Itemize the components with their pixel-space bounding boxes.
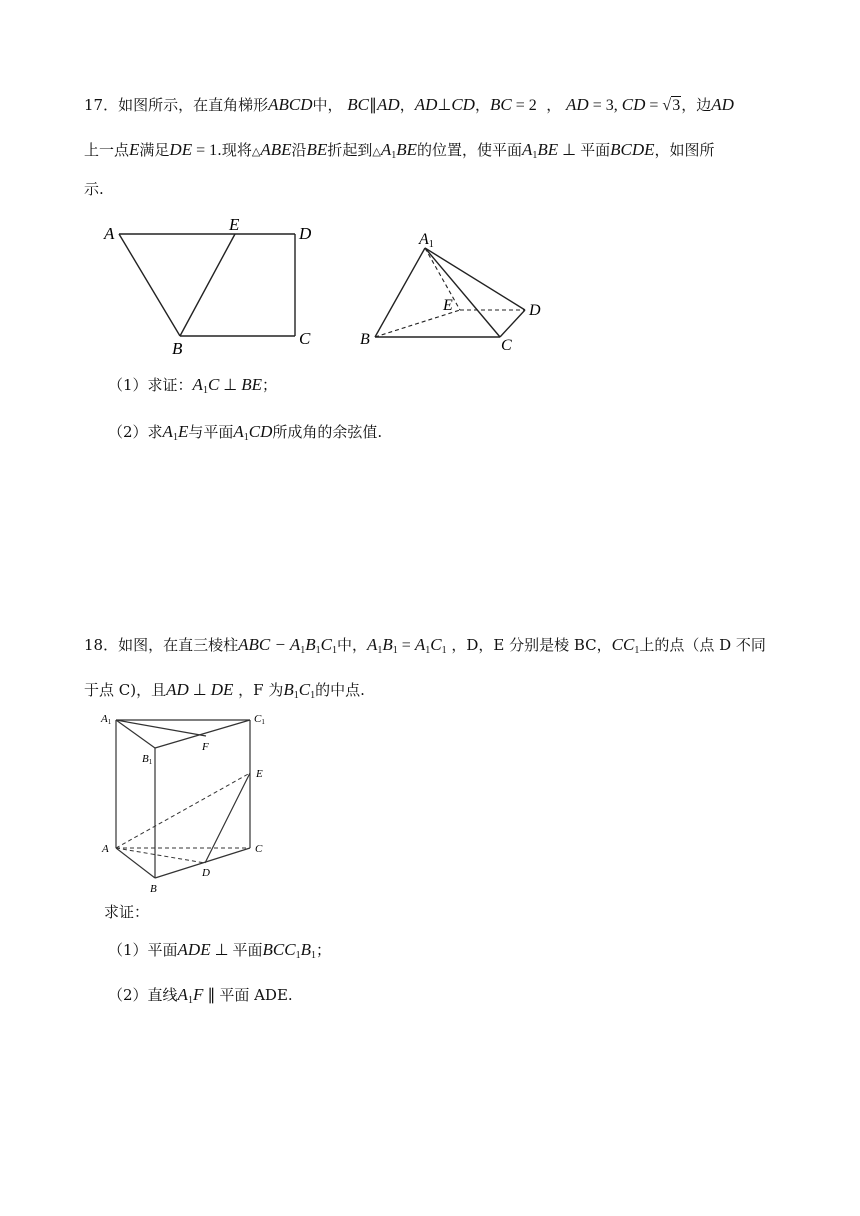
label-d: D [299, 224, 312, 243]
edge-a1c [425, 248, 500, 337]
q18-number: 18． [84, 636, 119, 654]
q17-text: 示. [84, 180, 104, 198]
formula-plane-bcde: BCDE [610, 140, 655, 159]
label-e: E [256, 768, 263, 780]
formula-a1b1-eq-a1c1: $A_1B_1$ [367, 635, 398, 656]
q18-text: （2）直线 [108, 986, 178, 1004]
q17-text: （2）求 [108, 423, 163, 441]
q18-figure-prism [98, 710, 278, 896]
q18-prove [104, 901, 149, 923]
q18-text: 如图，在直三棱柱 [118, 636, 239, 654]
formula-tri-a1be: $A_1BE$ [380, 140, 417, 161]
q17-text: ， [474, 96, 490, 114]
q17-text: ， [399, 96, 415, 114]
q17-number: 17． [84, 96, 119, 114]
q17-text: 的位置，使平面 [416, 141, 522, 159]
edge-ab [116, 848, 155, 878]
q17-line-1: 17．如图所示，在直角梯形ABCD中， BC∥AD，AD⊥CD，BC = 2 ， AD = 3, CD = √3，边AD [84, 95, 734, 114]
formula-a1c-perp-be: $A_1C$ [192, 375, 220, 396]
q17-text: 沿 [291, 141, 307, 159]
edge-be [180, 234, 235, 336]
edge-de [205, 773, 250, 863]
q18-text: ； [316, 941, 332, 959]
q17-figure-pyramid [355, 226, 555, 354]
q18-part-2: （2）直线$A_1F$ ∥ 平面 ADE. [108, 985, 293, 1006]
q18-text: 于点 C)，且 [84, 681, 167, 699]
label-c: C [255, 843, 263, 855]
label-d: D [529, 302, 541, 319]
q17-line-2: 上一点E满足DE = 1.现将△ABE沿BE折起到$\triangle A_1BE$的位置，使平面$A_1BE$ ⊥ 平面BCDE，如图所 [84, 140, 715, 161]
formula-ade: ADE [177, 940, 211, 959]
edge-ba [119, 234, 180, 336]
formula-a1f: $A_1F$ [177, 985, 204, 1006]
q17-part-1: （1）求证：$A_1C$ ⊥ BE； [108, 375, 278, 396]
edge-ae [116, 773, 250, 848]
q17-text: 与平面 [188, 423, 234, 441]
formula-prism: ABC − $A_1B_1C_1$ [238, 635, 337, 656]
formula-a1cd: $A_1CD$ [233, 422, 273, 443]
q18-text: 的中点. [315, 681, 365, 699]
label-c: C [501, 337, 512, 354]
label-b: B [150, 883, 157, 895]
label-d: D [202, 867, 210, 879]
label-b: B [360, 331, 370, 348]
q18-text: 中， [337, 636, 368, 654]
q18-text: 求证： [104, 903, 150, 921]
formula-bc-parallel-ad: BC [347, 95, 370, 114]
label-a1: A1 [419, 231, 434, 250]
formula-ad-perp-cd: AD [414, 95, 438, 114]
q17-text: .现将 [217, 141, 252, 159]
q17-text: 满足 [139, 141, 170, 159]
label-c: C [299, 329, 311, 348]
formula-b1c1: $B_1C_1$ [283, 680, 316, 701]
edge-cd [500, 310, 525, 337]
edge-a1b1 [116, 720, 155, 748]
q18-text: ， [451, 636, 467, 654]
q18-text: 上的点（点 D 不同 [639, 636, 766, 654]
edge-a1d [425, 248, 525, 310]
q17-text: ； [262, 376, 278, 394]
q17-text: 中， [312, 96, 343, 114]
q18-line-1: 18．如图，在直三棱柱ABC − $A_1B_1C_1$中，$A_1B_1 = A_1C_1$ ，D，E 分别是棱 BC，$CC_1$上的点（点 D 不同 [84, 635, 766, 656]
q18-text: D，E 分别是棱 BC， [466, 636, 612, 654]
q17-text: 如图所示，在直角梯形 [118, 96, 269, 114]
q17-text: 平面 [580, 141, 611, 159]
label-a: A [104, 224, 115, 243]
q18-text: （1）平面 [108, 941, 178, 959]
q17-text: 折起到 [327, 141, 373, 159]
formula-de-eq: DE [169, 140, 193, 159]
label-b: B [172, 339, 183, 356]
q17-figure-trapezoid [100, 214, 320, 356]
formula-plane-a1be: $A_1BE$ [522, 140, 559, 161]
q17-text: ，边 [681, 96, 712, 114]
formula-a1e: $A_1E$ [162, 422, 189, 443]
q17-text: 上一点 [84, 141, 130, 159]
q18-line-2: 于点 C)，且AD ⊥ DE ，F 为$B_1C_1$的中点. [84, 680, 365, 701]
formula-ad-eq: AD [566, 95, 589, 114]
q17-text: ，如图所 [654, 141, 715, 159]
label-f: F [202, 741, 209, 753]
formula-tri-abe: ABE [260, 140, 292, 159]
q18-text: ，F 为 [238, 681, 284, 699]
label-a: A [102, 843, 109, 855]
q17-text: 所成角的余弦值. [272, 423, 383, 441]
q18-text: 平面 ADE. [219, 986, 293, 1004]
q18-part-1: （1）平面ADE ⊥ 平面$BCC_1B_1$； [108, 940, 332, 961]
label-e: E [443, 297, 453, 314]
edge-ad [116, 848, 205, 863]
label-a1: A1 [101, 713, 112, 726]
label-c1: C1 [254, 713, 265, 726]
q17-text: （1）求证： [108, 376, 193, 394]
q18-text: 平面 [232, 941, 263, 959]
edge-a1f [116, 720, 206, 736]
formula-ad-perp-de: AD [166, 680, 189, 699]
q17-part-2 [108, 421, 382, 449]
q17-line-3 [84, 178, 104, 200]
formula-cc1: $CC_1$ [611, 635, 640, 656]
formula-abcd: ABCD [268, 95, 313, 114]
label-b1: B1 [142, 753, 153, 766]
formula-cd-eq: CD [621, 95, 646, 114]
formula-bcc1b1: $BCC_1B_1$ [262, 940, 316, 961]
formula-bc-eq: BC [489, 95, 512, 114]
label-e: E [229, 215, 240, 234]
